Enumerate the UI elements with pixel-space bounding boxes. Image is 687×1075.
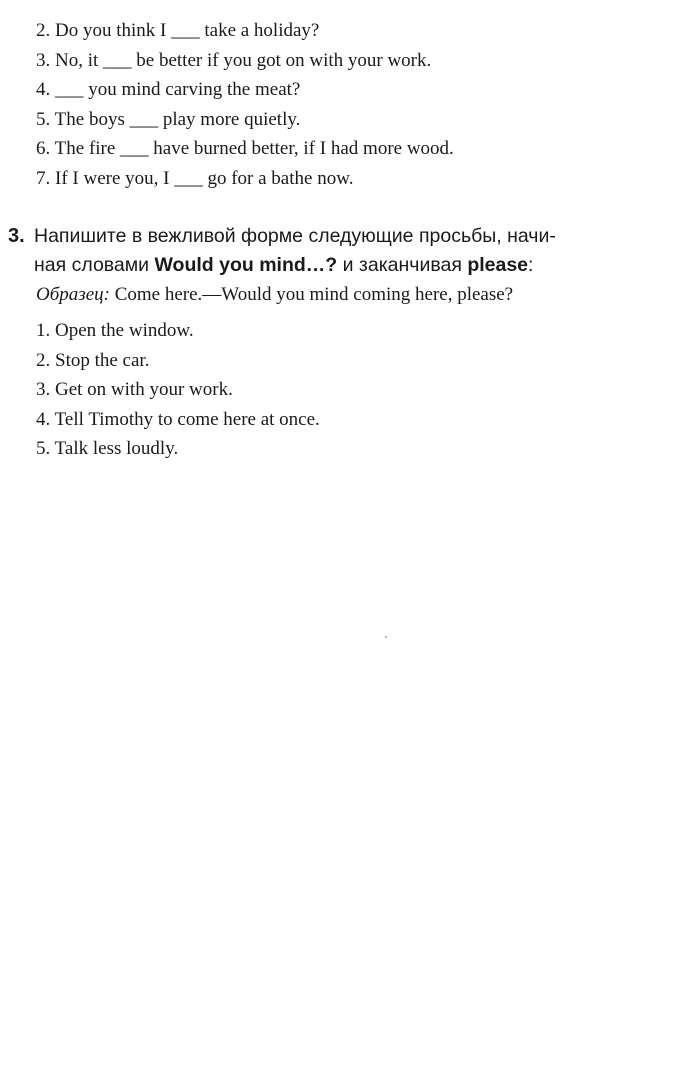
exercise-3-list bbox=[36, 316, 320, 464]
list-item: 6. The fire ___ have burned better, if I had more wood. bbox=[36, 138, 454, 160]
instruction-colon: : bbox=[528, 254, 534, 276]
list-item: 5. Talk less loudly. bbox=[36, 438, 179, 460]
instruction-text: и заканчивая bbox=[337, 254, 468, 276]
list-item: 5. The boys ___ play more quietly. bbox=[36, 108, 301, 130]
list-item: 7. If I were you, I ___ go for a bathe now. bbox=[36, 167, 354, 189]
previous-exercise-list bbox=[36, 16, 454, 194]
list-item: 4. ___ you mind carving the meat? bbox=[36, 79, 301, 101]
instruction-text: ная словами bbox=[34, 254, 155, 276]
list-item: 2. Do you think I ___ take a holiday? bbox=[36, 20, 320, 41]
list-item: 2. Stop the car. bbox=[36, 349, 150, 371]
sample-line bbox=[36, 280, 513, 309]
scan-speck bbox=[385, 636, 387, 638]
instruction-line-2 bbox=[34, 251, 674, 280]
list-item: 3. Get on with your work. bbox=[36, 379, 233, 401]
sample-text: Come here.—Would you mind coming here, please? bbox=[109, 284, 514, 305]
instruction-word-please: please bbox=[467, 254, 529, 276]
exercise-number: 3. bbox=[8, 225, 25, 247]
instruction-line-1: Напишите в вежливой форме следующие просьбы, начи- bbox=[34, 225, 556, 247]
list-item: 1. Open the window. bbox=[36, 320, 194, 341]
list-item: 4. Tell Timothy to come here at once. bbox=[36, 408, 320, 430]
sample-label: Образец: bbox=[36, 284, 110, 305]
instruction-phrase-would-you-mind: Would you mind…? bbox=[154, 254, 338, 276]
list-item: 3. No, it ___ be better if you got on with your work. bbox=[36, 49, 432, 71]
exercise-instruction bbox=[34, 222, 674, 280]
